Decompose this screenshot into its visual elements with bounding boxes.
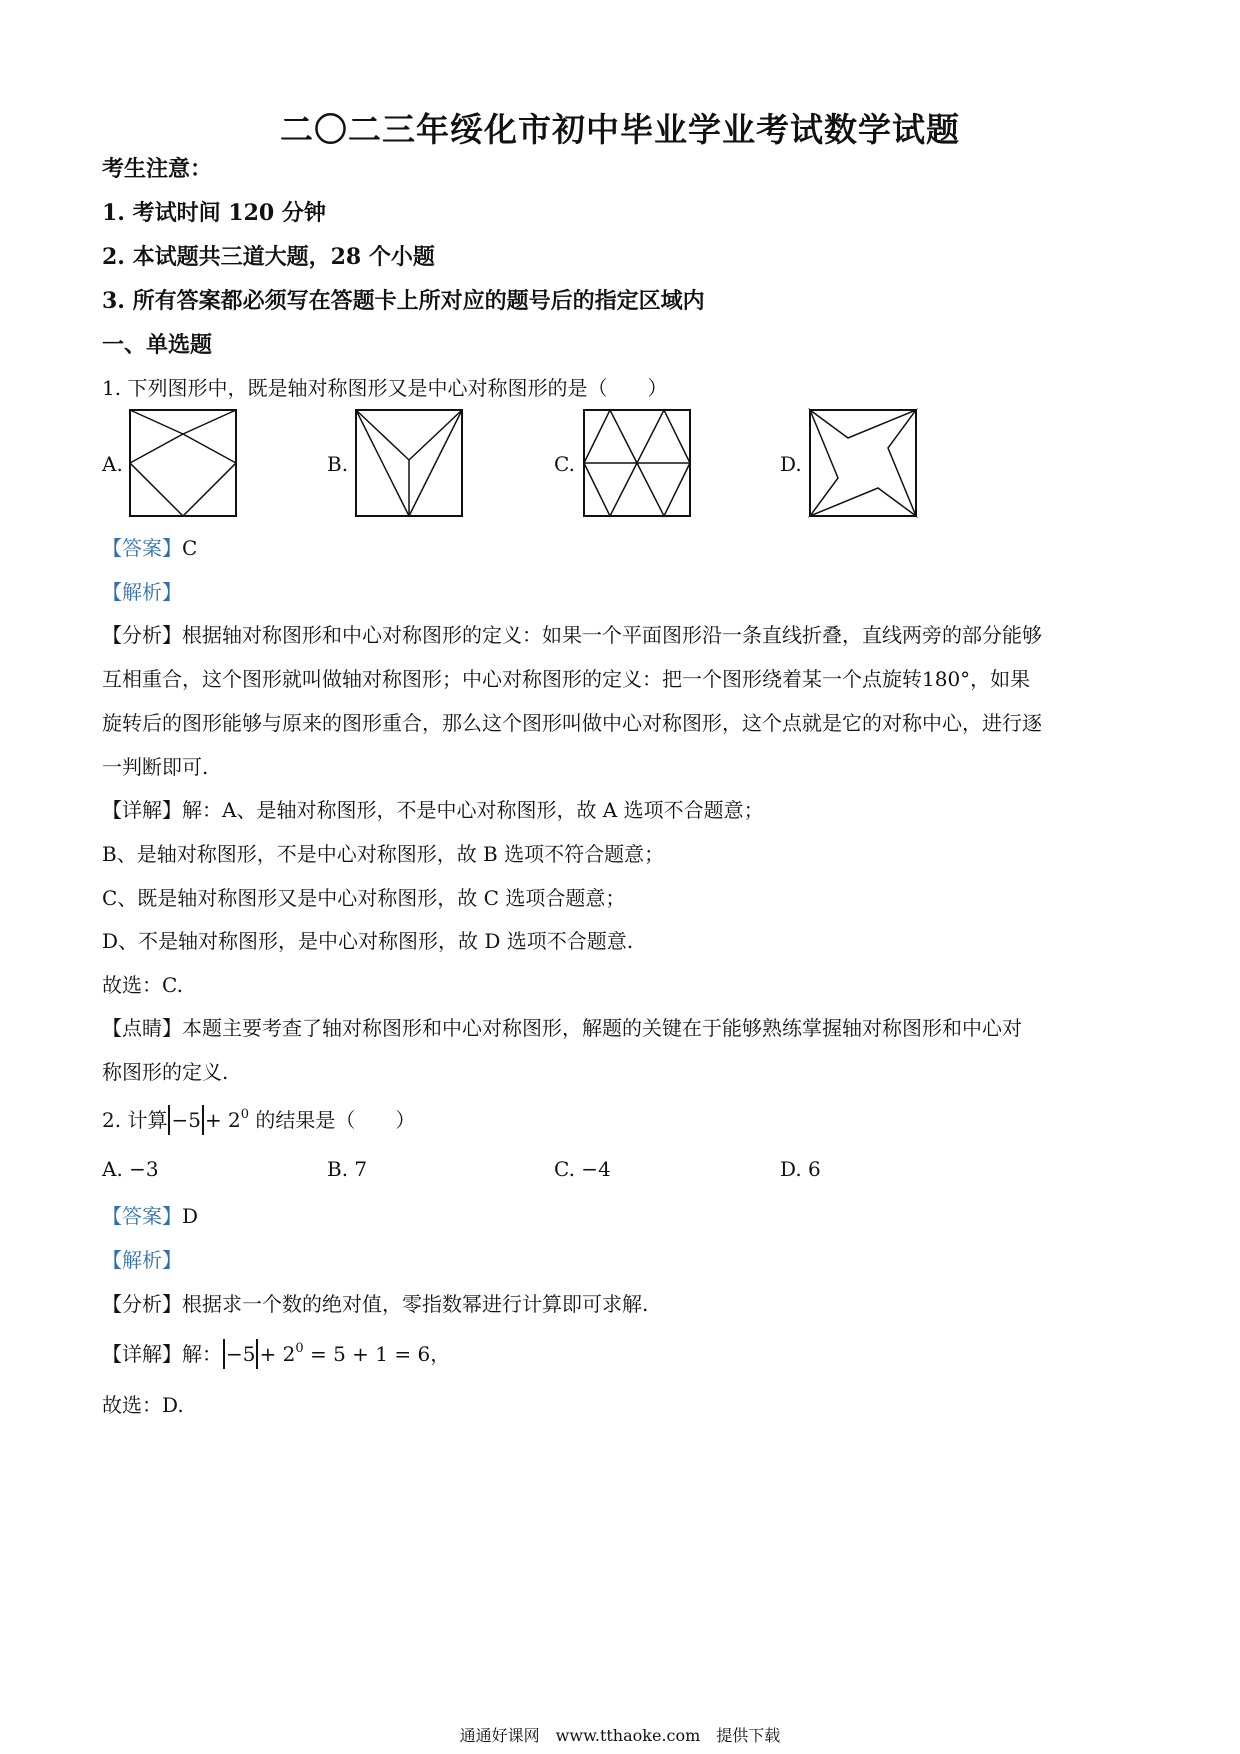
q2-fenxi — [102, 1288, 648, 1317]
q1-answer — [102, 532, 197, 561]
q2-detail-exp: 0 — [295, 1341, 304, 1356]
q1-choice: 故选：C. — [102, 973, 183, 997]
q1-answer-tag: 【答案】 — [102, 536, 182, 560]
q1-figure-d — [808, 408, 918, 518]
q1-detail-tag: 【详解】 — [102, 798, 182, 822]
q2-option-d: D. 6 — [780, 1157, 821, 1181]
q2-stem — [102, 1104, 415, 1135]
q1-detail-line-2: B、是轴对称图形，不是中心对称图形，故 B 选项不符合题意； — [102, 842, 665, 866]
q2-stem-num: −5 — [171, 1108, 201, 1132]
q1-detail-line-3: C、既是轴对称图形又是中心对称图形，故 C 选项合题意； — [102, 886, 626, 910]
section-heading: 一、单选题 — [102, 332, 213, 358]
q1-fenxi-line-1 — [102, 619, 1042, 648]
q1-stem: 1. 下列图形中，既是轴对称图形又是中心对称图形的是（ ） — [102, 376, 668, 400]
q2-detail-tag: 【详解】 — [102, 1342, 182, 1366]
q2-option-a: A. −3 — [102, 1157, 159, 1181]
notice-heading: 考生注意： — [102, 156, 213, 182]
q2-detail — [102, 1338, 450, 1369]
q1-option-c-label: C. — [554, 452, 575, 476]
q2-analysis-tag: 【解析】 — [102, 1248, 182, 1272]
footer-source: 通通好课网 www.tthaoke.com 提供下载 — [459, 1726, 781, 1745]
q2-answer-tag: 【答案】 — [102, 1204, 182, 1228]
q1-dianjing-line-2: 称图形的定义. — [102, 1060, 229, 1084]
q2-stem-post: 的结果是（ ） — [249, 1108, 416, 1132]
q2-detail-pre: 解： — [182, 1342, 222, 1366]
q1-figure-c — [582, 408, 692, 518]
q1-detail-text-1: 解：A、是轴对称图形，不是中心对称图形，故 A 选项不合题意； — [182, 798, 764, 822]
abs-bar-right — [202, 1105, 204, 1135]
q2-stem-pre: 2. 计算 — [102, 1108, 168, 1132]
q1-fenxi-line-3: 旋转后的图形能够与原来的图形重合，那么这个图形叫做中心对称图形，这个点就是它的对称中心，进行逐 — [102, 711, 1042, 735]
q2-stem-plus: + 2 — [204, 1108, 241, 1132]
q1-detail-line-1 — [102, 794, 764, 823]
notice-item-1: 1. 考试时间 120 分钟 — [102, 200, 326, 226]
abs-bar-left-2 — [223, 1339, 225, 1369]
q2-fenxi-text: 根据求一个数的绝对值，零指数幂进行计算即可求解. — [182, 1292, 649, 1316]
q2-detail-plus: + 2 — [259, 1342, 296, 1366]
q1-figure-a — [128, 408, 238, 518]
q1-fenxi-tag: 【分析】 — [102, 623, 182, 647]
q1-detail-line-4: D、不是轴对称图形，是中心对称图形，故 D 选项不合题意. — [102, 929, 634, 953]
q1-option-b-label: B. — [327, 452, 349, 476]
q1-fenxi-text-1: 根据轴对称图形和中心对称图形的定义：如果一个平面图形沿一条直线折叠，直线两旁的部分能够 — [182, 623, 1042, 647]
q1-option-d-label: D. — [780, 452, 802, 476]
q2-answer — [102, 1200, 198, 1229]
q2-answer-value: D — [182, 1204, 199, 1228]
q2-fenxi-tag: 【分析】 — [102, 1292, 182, 1316]
q2-option-b: B. 7 — [327, 1157, 368, 1181]
q1-fenxi-line-4: 一判断即可. — [102, 755, 209, 779]
q1-figure-b — [354, 408, 464, 518]
q2-stem-exp: 0 — [240, 1107, 250, 1122]
q1-answer-value: C — [182, 536, 198, 560]
q1-dianjing-line-1 — [102, 1012, 1022, 1041]
page-title: 二〇二三年绥化市初中毕业学业考试数学试题 — [280, 110, 960, 149]
q1-dianjing-tag: 【点睛】 — [102, 1016, 182, 1040]
notice-item-3: 3. 所有答案都必须写在答题卡上所对应的题号后的指定区域内 — [102, 288, 705, 314]
q2-detail-post: = 5 + 1 = 6， — [303, 1342, 451, 1366]
q2-detail-num: −5 — [226, 1342, 256, 1366]
notice-item-2: 2. 本试题共三道大题，28 个小题 — [102, 244, 435, 270]
q1-dianjing-text-1: 本题主要考查了轴对称图形和中心对称图形，解题的关键在于能够熟练掌握轴对称图形和中心对 — [182, 1016, 1022, 1040]
q1-option-a-label: A. — [102, 452, 123, 476]
q2-option-c: C. −4 — [554, 1157, 611, 1181]
q1-fenxi-line-2: 互相重合，这个图形就叫做轴对称图形；中心对称图形的定义：把一个图形绕着某一个点旋转180°，如果 — [102, 667, 1031, 691]
q2-choice: 故选：D. — [102, 1393, 184, 1417]
q1-analysis-tag: 【解析】 — [102, 580, 182, 604]
